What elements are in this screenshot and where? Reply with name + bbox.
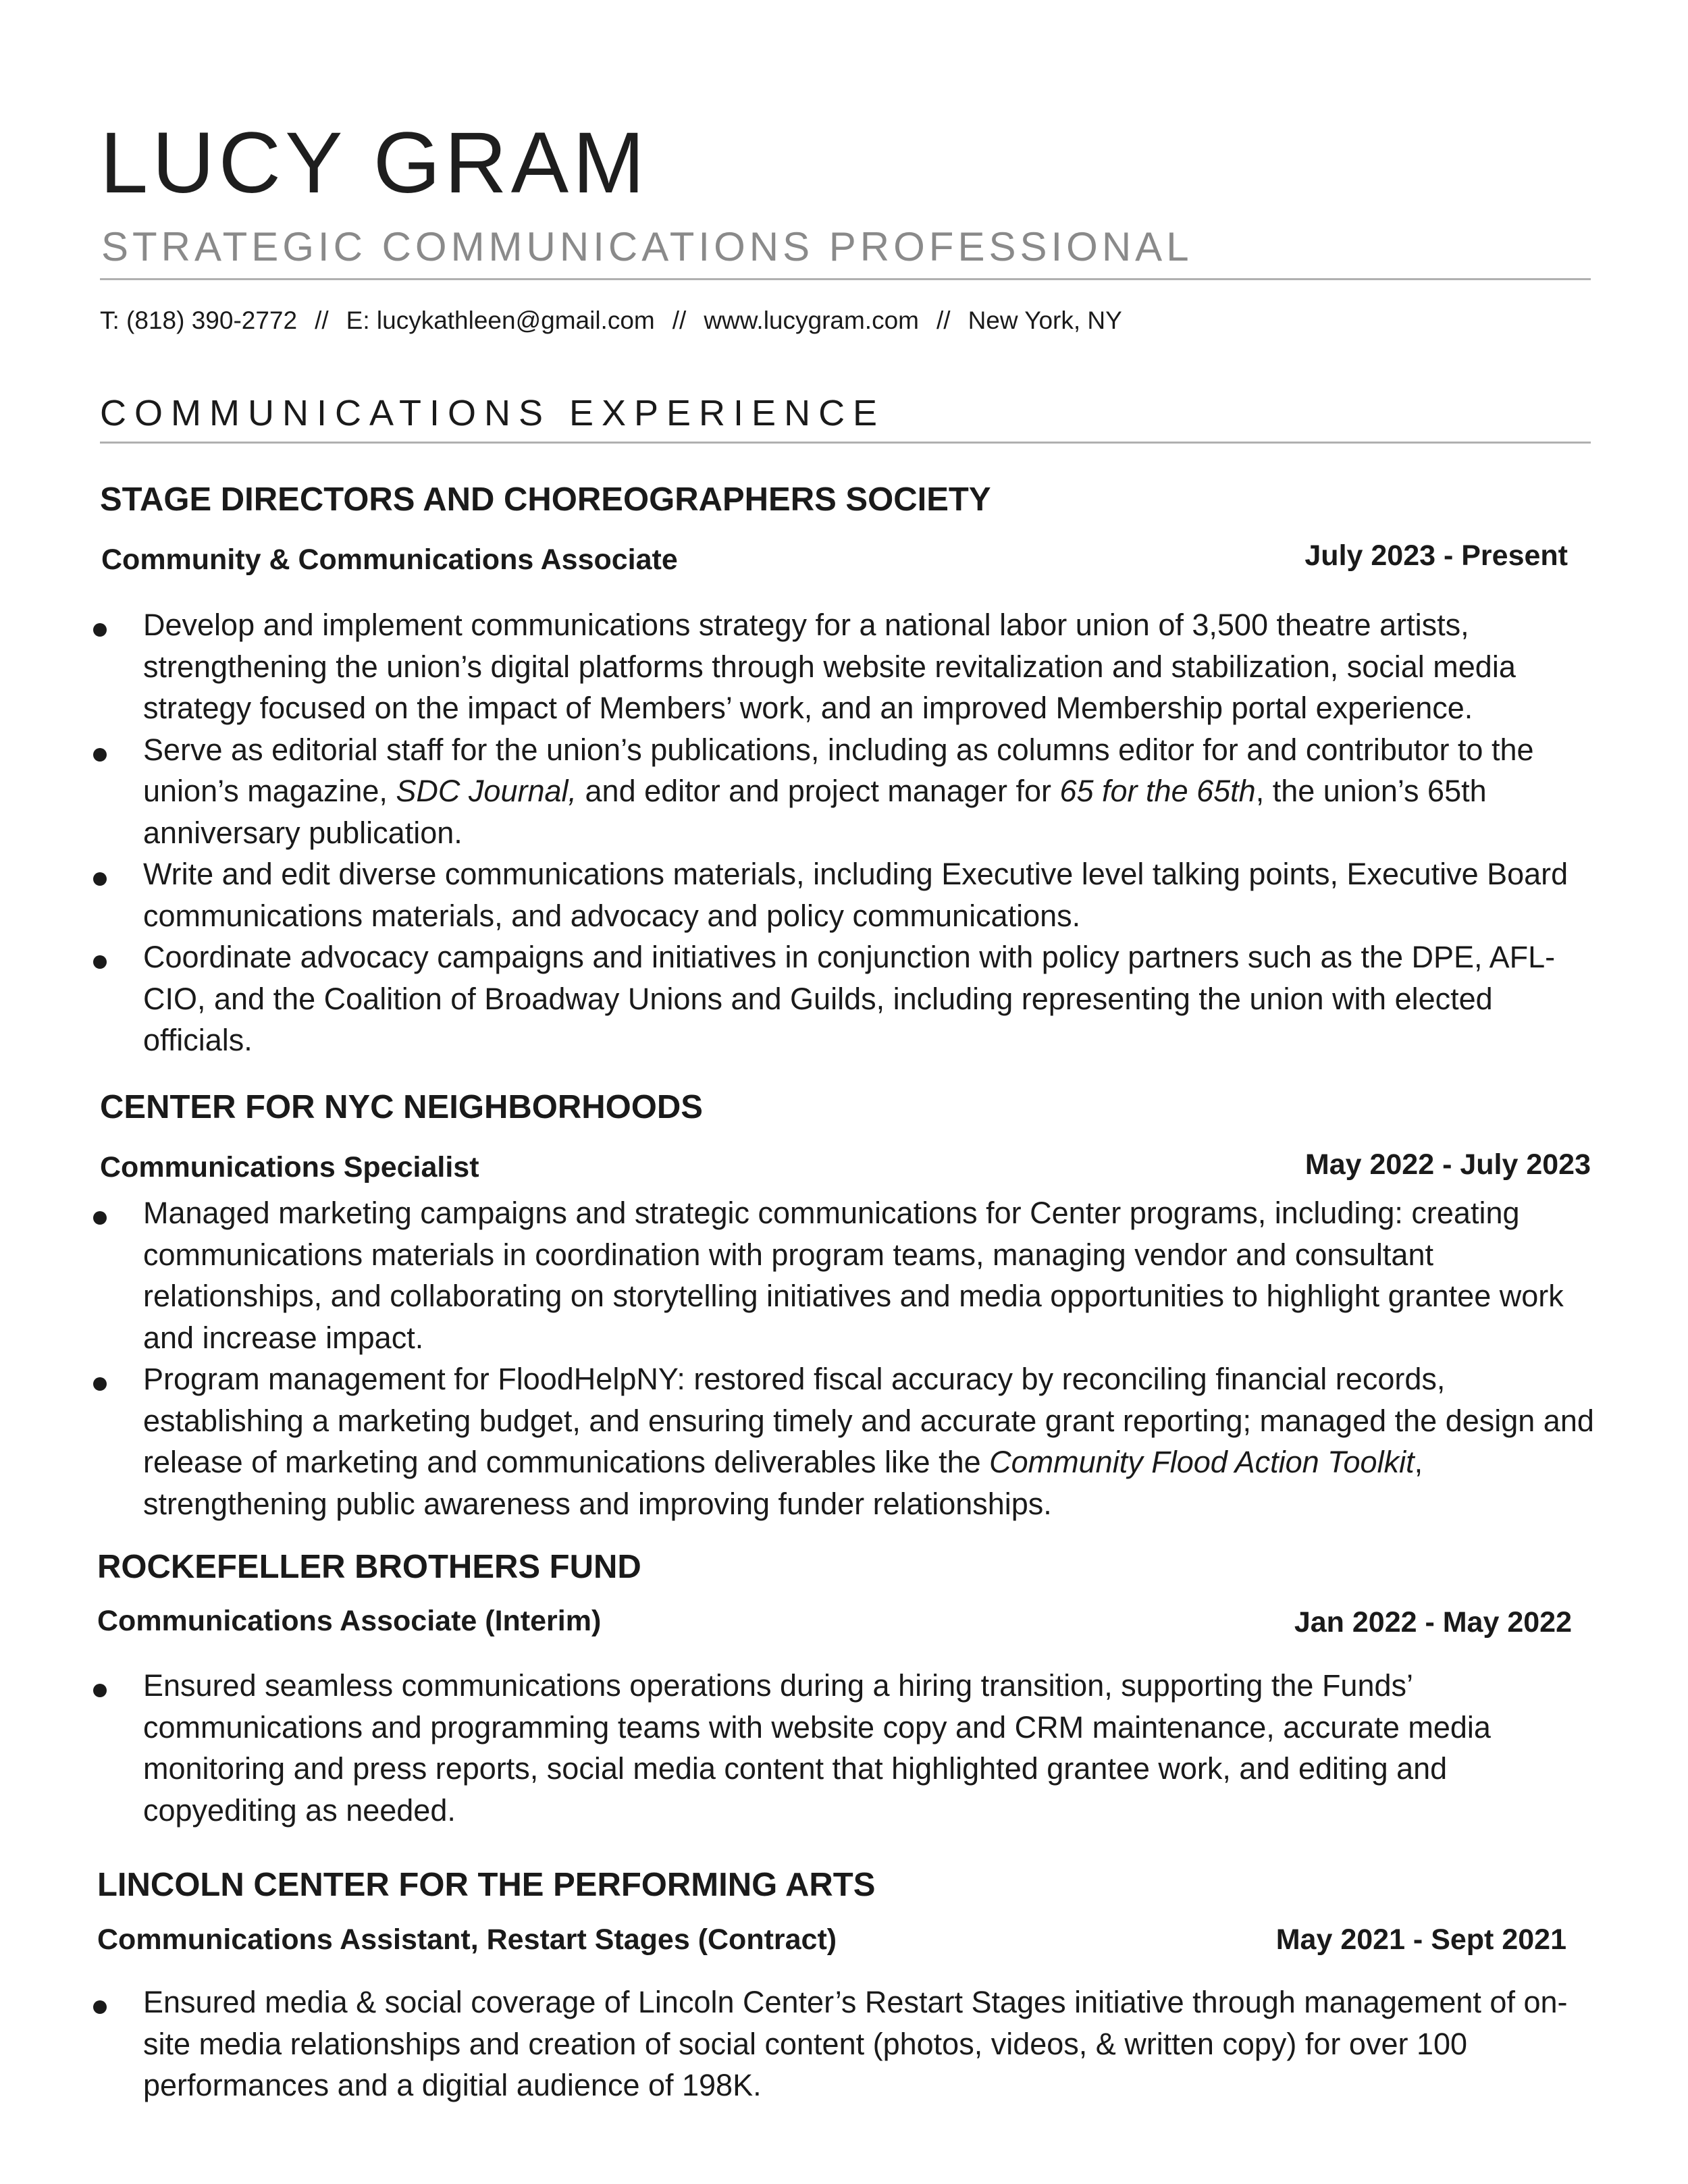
- professional-title: STRATEGIC COMMUNICATIONS PROFESSIONAL: [101, 224, 1193, 269]
- section-divider: [100, 442, 1591, 444]
- job-org: LINCOLN CENTER FOR THE PERFORMING ARTS: [97, 1867, 876, 1903]
- job-dates: July 2023 - Present: [1304, 539, 1568, 572]
- contact-location: New York, NY: [968, 307, 1122, 334]
- bullet-item: [93, 729, 1599, 854]
- publication-title: 65 for the 65th: [1059, 774, 1256, 808]
- job-role: Communications Assistant, Restart Stages (Contract): [97, 1923, 837, 1956]
- job-role: Communications Associate (Interim): [97, 1605, 602, 1637]
- job-role: Communications Specialist: [100, 1151, 479, 1183]
- bullet-item: [93, 1665, 1599, 1831]
- bullet-text: Develop and implement communications strategy for a national labor union of 3,500 theatre artists, strengthening the union’s digital platforms through website revitalization and stabilization, social media strategy focused on the impact of Members’ work, and an improved Membership portal experience.: [143, 608, 1516, 725]
- bullet-text: and editor and project manager for: [577, 774, 1060, 808]
- bullet-text: Program management for FloodHelpNY: restored fiscal accuracy by reconciling financial records, establishing a marketing budget, and ensuring timely and accurate grant reporting; managed the design and release of marketing and communications deliverables like the: [143, 1362, 1594, 1479]
- candidate-name: LUCY GRAM: [100, 115, 649, 211]
- section-title: COMMUNICATIONS EXPERIENCE: [100, 393, 886, 433]
- contact-email[interactable]: E: lucykathleen@gmail.com: [346, 307, 655, 334]
- bullet-text: Coordinate advocacy campaigns and initiatives in conjunction with policy partners such as the DPE, AFL-CIO, and the Coalition of Broadway Unions and Guilds, including representing the union with elected officials.: [143, 940, 1556, 1057]
- job-bullets: [93, 1981, 1599, 2106]
- job-bullets: [93, 604, 1599, 1061]
- contact-separator: //: [672, 307, 687, 334]
- contact-separator: //: [937, 307, 951, 334]
- bullet-icon: [93, 1211, 107, 1225]
- job-dates: May 2022 - July 2023: [1304, 1148, 1591, 1181]
- job-bullets: [93, 1665, 1599, 1831]
- contact-website[interactable]: www.lucygram.com: [704, 307, 919, 334]
- header-divider: [100, 278, 1591, 280]
- bullet-text: , the union’s 65th anniversary publication.: [143, 774, 1487, 850]
- bullet-text: Write and edit diverse communications materials, including Executive level talking points, Executive Board communications materials, and advocacy and policy communications.: [143, 857, 1568, 933]
- bullet-icon: [93, 872, 107, 886]
- bullet-text: , strengthening public awareness and improving funder relationships.: [143, 1445, 1423, 1521]
- bullet-item: [93, 936, 1599, 1061]
- job-org: CENTER FOR NYC NEIGHBORHOODS: [100, 1089, 703, 1125]
- job-dates: May 2021 - Sept 2021: [1275, 1923, 1566, 1956]
- bullet-item: [93, 1192, 1599, 1358]
- bullet-item: [93, 604, 1599, 729]
- bullet-text: Managed marketing campaigns and strategic communications for Center programs, including: creating communications materials in coordination with program teams, managing vendor and consultant relationships, and collaborating on storytelling initiatives and media opportunities to highlight grantee work and increase impact.: [143, 1196, 1564, 1355]
- bullet-text: Serve as editorial staff for the union’s publications, including as columns editor for and contributor to the union’s magazine,: [143, 732, 1534, 808]
- bullet-text: Ensured seamless communications operations during a hiring transition, supporting the Funds’ communications and programming teams with website copy and CRM maintenance, accurate media monitoring and press reports, social media content that highlighted grantee work, and editing and copyediting as needed.: [143, 1668, 1491, 1828]
- bullet-text: Ensured media & social coverage of Lincoln Center’s Restart Stages initiative through management of on-site media relationships and creation of social content (photos, videos, & written copy) for over 100 performances and a digitial audience of 198K.: [143, 1985, 1568, 2102]
- contact-separator: //: [315, 307, 329, 334]
- bullet-icon: [93, 623, 107, 637]
- job-dates: Jan 2022 - May 2022: [1294, 1606, 1572, 1639]
- bullet-icon: [93, 1684, 107, 1697]
- contact-line: [100, 307, 1122, 335]
- job-org: STAGE DIRECTORS AND CHOREOGRAPHERS SOCIETY: [100, 481, 991, 518]
- contact-phone: T: (818) 390-2772: [100, 307, 298, 334]
- bullet-icon: [93, 748, 107, 762]
- job-bullets: [93, 1192, 1599, 1524]
- bullet-item: [93, 853, 1599, 936]
- bullet-icon: [93, 1377, 107, 1391]
- job-role: Community & Communications Associate: [101, 543, 678, 576]
- bullet-item: [93, 1981, 1599, 2106]
- bullet-icon: [93, 955, 107, 969]
- publication-title: SDC Journal,: [396, 774, 577, 808]
- publication-title: Community Flood Action Toolkit: [989, 1445, 1415, 1479]
- job-org: ROCKEFELLER BROTHERS FUND: [97, 1549, 641, 1585]
- bullet-icon: [93, 2000, 107, 2014]
- bullet-item: [93, 1358, 1599, 1524]
